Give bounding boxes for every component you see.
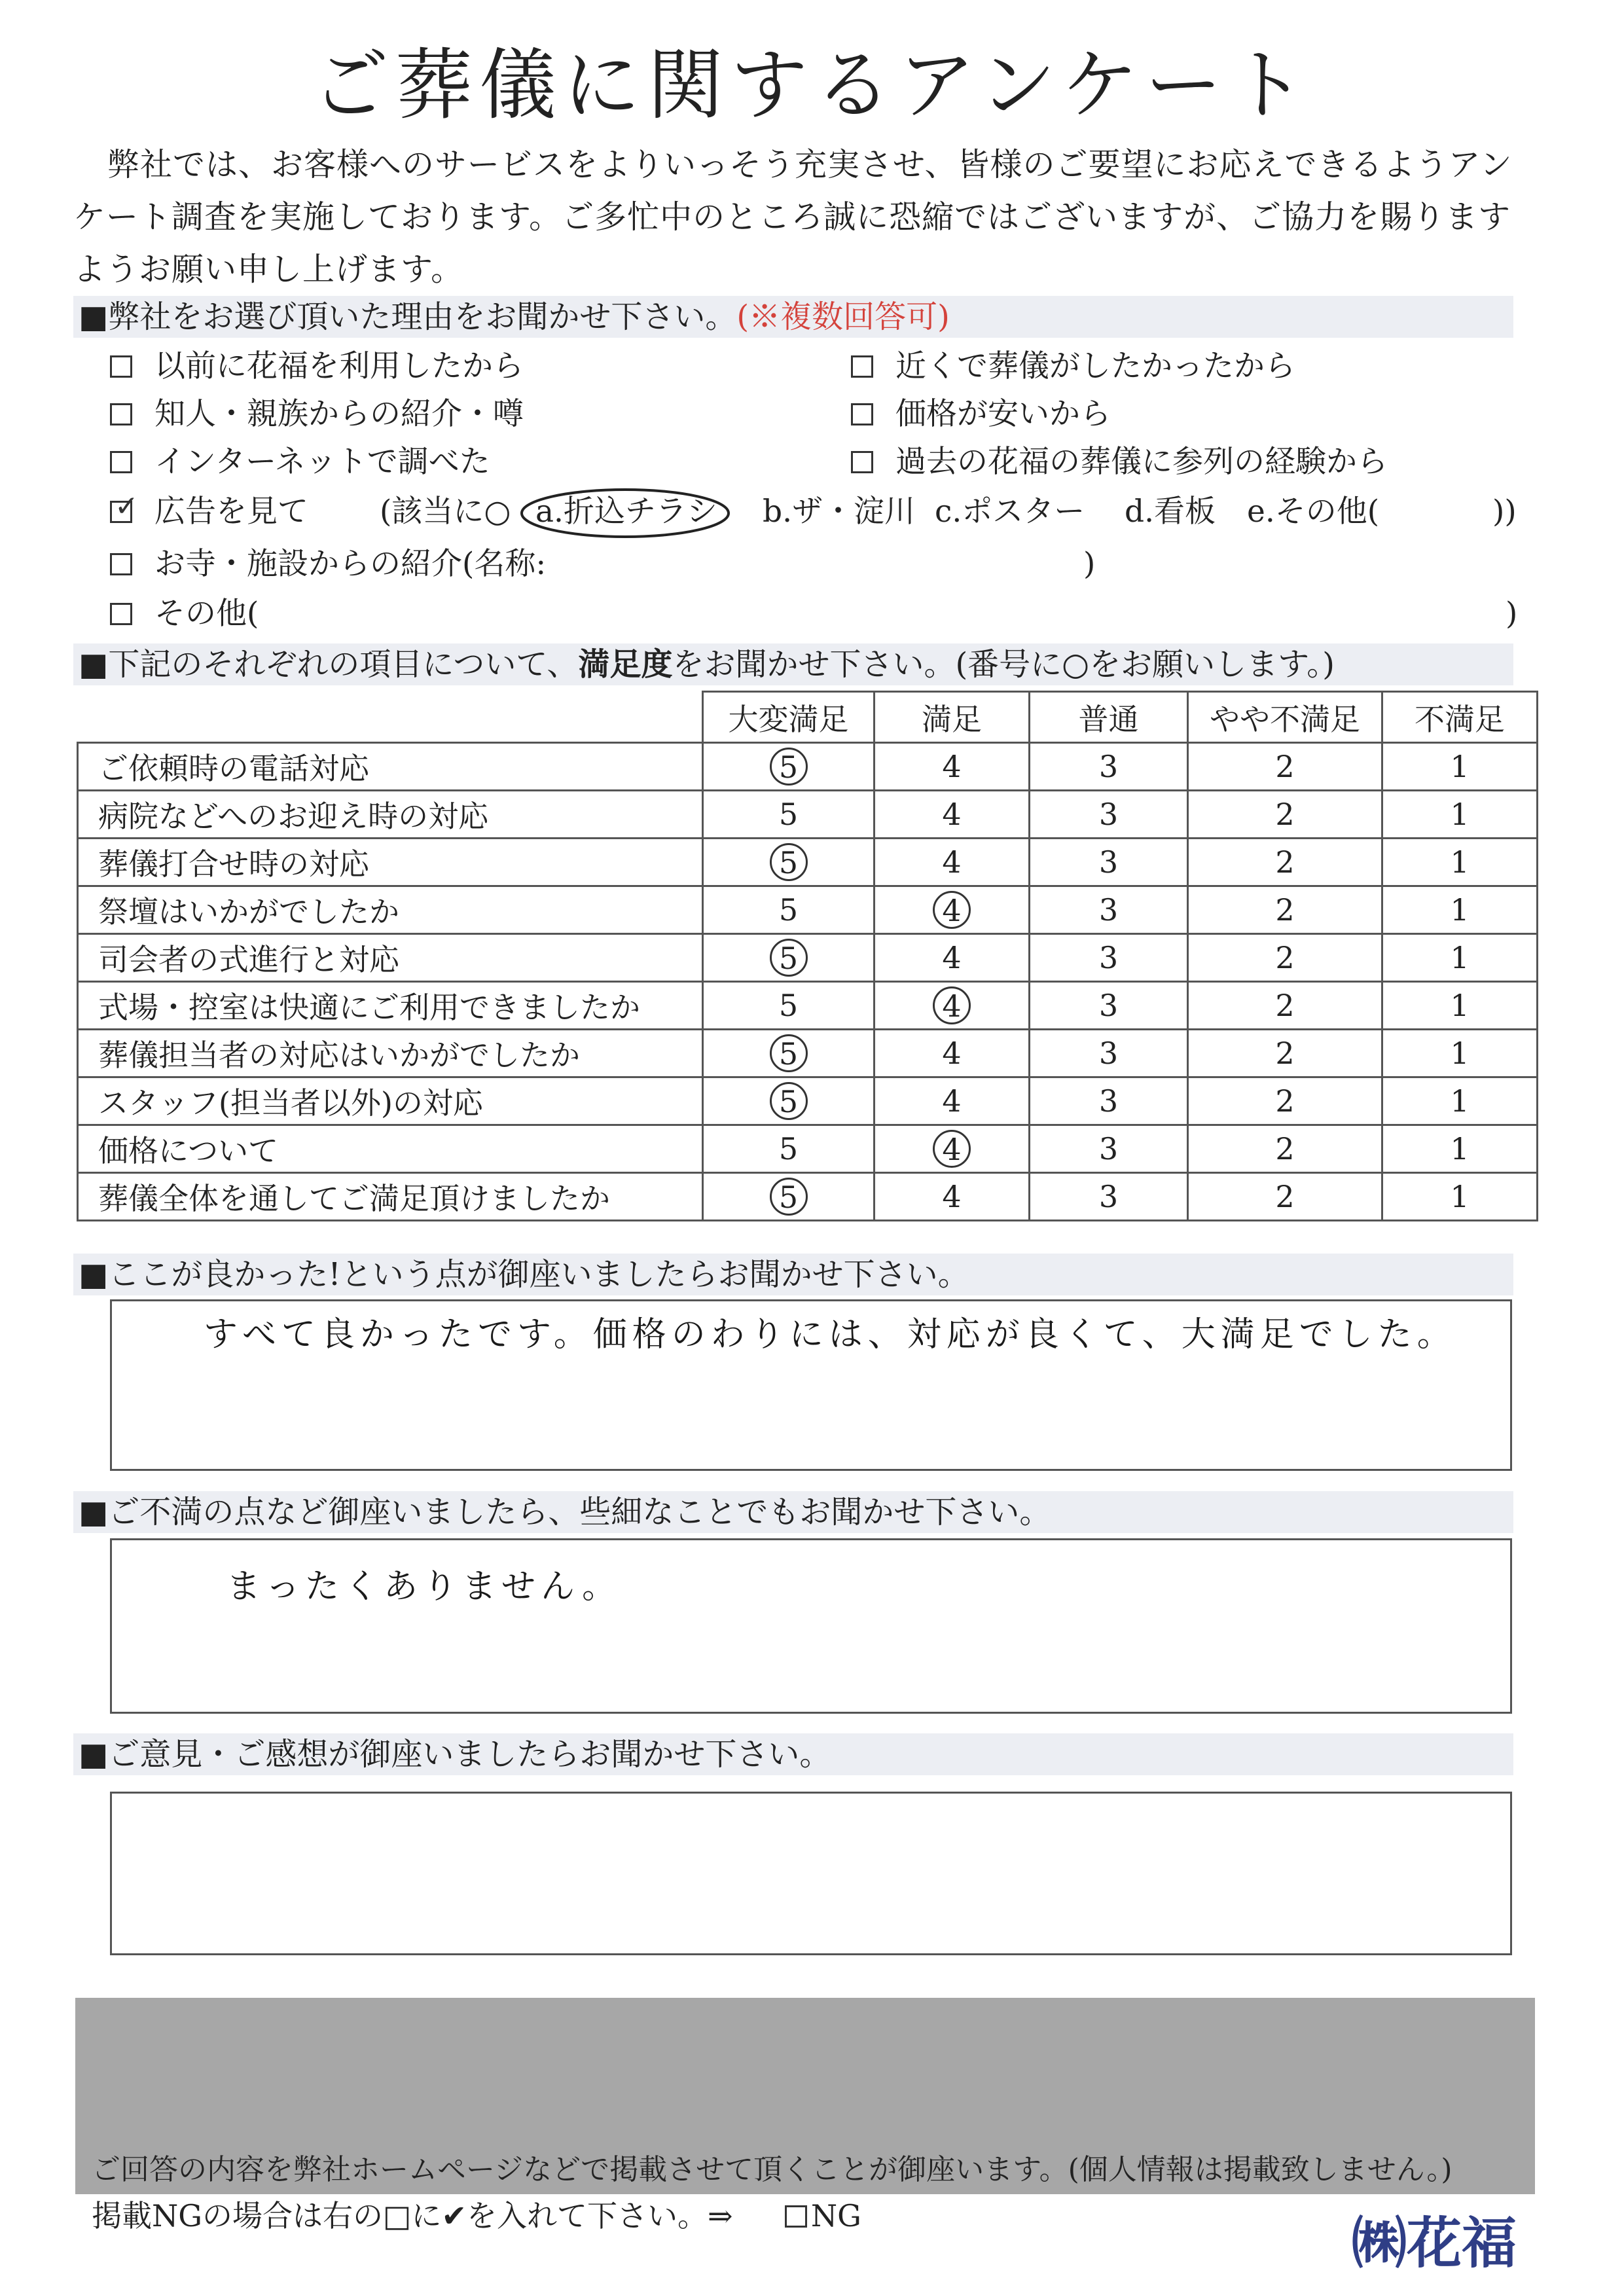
intro-line-1: 弊社では、お客様へのサービスをよりいっそう充実させ、皆様のご要望にお応えできるようアン: [107, 146, 1513, 183]
checkbox[interactable]: [851, 355, 873, 378]
rating-value[interactable]: 1: [1450, 988, 1470, 1023]
table-row: [78, 982, 1538, 1030]
checkbox[interactable]: [110, 553, 132, 575]
rating-value[interactable]: 4: [942, 844, 962, 880]
complaints-textarea[interactable]: [110, 1538, 1512, 1714]
rating-value[interactable]: 4: [942, 749, 962, 784]
rating-value[interactable]: 2: [1275, 1036, 1295, 1071]
ad-label: 広告を見て: [154, 494, 308, 530]
rating-value[interactable]: 3: [1098, 988, 1119, 1023]
reason-option-temple[interactable]: お寺・施設からの紹介(名称:: [110, 545, 546, 584]
rating-value[interactable]: 1: [1450, 1036, 1470, 1071]
rating-value[interactable]: 4: [942, 797, 962, 832]
table-row: [78, 934, 1538, 982]
rating-value[interactable]: 4: [942, 1083, 962, 1119]
section-complaints-title: ■ご不満の点など御座いましたら、些細なことでもお聞かせ下さい。: [79, 1494, 1051, 1530]
section-satisfaction-title-post: をお聞かせ下さい。(番号に○をお願いします。): [672, 646, 1335, 683]
row-label: 葬儀全体を通してご満足頂けましたか: [78, 1173, 703, 1221]
row-label: 式場・控室は快適にご利用できましたか: [78, 982, 703, 1030]
rating-value[interactable]: 1: [1450, 1083, 1470, 1119]
row-label: 祭壇はいかがでしたか: [78, 886, 703, 934]
row-label: 病院などへのお迎え時の対応: [78, 791, 703, 839]
row-label: 葬儀担当者の対応はいかがでしたか: [78, 1030, 703, 1077]
table-row: [78, 1125, 1538, 1173]
checkbox-checked[interactable]: [110, 490, 139, 523]
intro-text: [73, 139, 1553, 296]
rating-value[interactable]: 1: [1450, 797, 1470, 832]
reason-option-2[interactable]: 知人・親族からの紹介・噂: [110, 395, 524, 434]
checkbox[interactable]: [851, 403, 873, 425]
rating-value[interactable]: 5: [778, 797, 799, 832]
rating-value[interactable]: 3: [1098, 844, 1119, 880]
column-header: 不満足: [1382, 692, 1538, 743]
rating-value[interactable]: 3: [1098, 940, 1119, 975]
reason-option-1[interactable]: 以前に花福を利用したから: [110, 347, 524, 386]
rating-value-circled[interactable]: 5: [770, 939, 808, 977]
section-reasons-header: [73, 296, 1513, 338]
rating-value[interactable]: 2: [1275, 940, 1295, 975]
checkbox[interactable]: [110, 355, 132, 378]
column-header: 満足: [875, 692, 1030, 743]
satisfaction-table: [77, 691, 1538, 1221]
rating-value[interactable]: 5: [778, 988, 799, 1023]
rating-value[interactable]: 5: [778, 892, 799, 928]
rating-value[interactable]: 1: [1450, 844, 1470, 880]
column-header: やや不満足: [1188, 692, 1382, 743]
good-points-answer: すべて良かったです。価格のわりには、対応が良くて、大満足でした。: [204, 1315, 1456, 1354]
ad-close: )): [1492, 494, 1517, 530]
table-row: [78, 1077, 1538, 1125]
row-label: ご依頼時の電話対応: [78, 743, 703, 791]
rating-value[interactable]: 3: [1098, 749, 1119, 784]
checkbox[interactable]: [851, 451, 873, 473]
table-header-row: [78, 692, 1538, 743]
section-reasons-note: (※複数回答可): [736, 298, 950, 335]
rating-value[interactable]: 3: [1098, 892, 1119, 928]
rating-value-circled[interactable]: 5: [770, 1082, 808, 1120]
footer-note: ご回答の内容を弊社ホームページなどで掲載させて頂くことが御座います。(個人情報は掲載致しません。): [92, 2153, 1453, 2186]
table-row: [78, 886, 1538, 934]
checkbox[interactable]: [110, 451, 132, 473]
rating-value[interactable]: 1: [1450, 749, 1470, 784]
table-row: [78, 1030, 1538, 1077]
rating-value[interactable]: 2: [1275, 1083, 1295, 1119]
reason-option-4[interactable]: 近くで葬儀がしたかったから: [851, 347, 1295, 386]
rating-value[interactable]: 2: [1275, 1179, 1295, 1214]
rating-value-circled[interactable]: 5: [770, 843, 808, 881]
column-header: 大変満足: [703, 692, 875, 743]
reason-option-other[interactable]: その他(: [110, 594, 259, 634]
other-close: ): [1506, 596, 1518, 632]
row-label: 価格について: [78, 1125, 703, 1173]
hand-circle-mark: [517, 486, 733, 541]
rating-value-circled[interactable]: 5: [770, 748, 808, 786]
table-row: [78, 839, 1538, 886]
ng-label: NG: [810, 2198, 861, 2233]
rating-value-circled[interactable]: 4: [933, 1130, 971, 1168]
checkbox[interactable]: [110, 403, 132, 425]
column-header: 普通: [1030, 692, 1188, 743]
rating-value-circled[interactable]: 4: [933, 986, 971, 1024]
table-row: [78, 791, 1538, 839]
rating-value[interactable]: 4: [942, 1179, 962, 1214]
rating-value[interactable]: 3: [1098, 1083, 1119, 1119]
reason-option-3[interactable]: インターネットで調べた: [110, 443, 490, 482]
rating-value[interactable]: 2: [1275, 749, 1295, 784]
rating-value[interactable]: 2: [1275, 1131, 1295, 1166]
rating-value[interactable]: 3: [1098, 1036, 1119, 1071]
table-row: [78, 743, 1538, 791]
section-opinions-header: [73, 1733, 1513, 1775]
rating-value[interactable]: 2: [1275, 988, 1295, 1023]
rating-value[interactable]: 1: [1450, 940, 1470, 975]
rating-value[interactable]: 2: [1275, 844, 1295, 880]
complaints-answer: まったくありません。: [226, 1567, 622, 1606]
rating-value-circled[interactable]: 5: [770, 1034, 808, 1072]
row-label: スタッフ(担当者以外)の対応: [78, 1077, 703, 1125]
reason-option-6[interactable]: 過去の花福の葬儀に参列の経験から: [851, 443, 1388, 482]
footer-ng-line: 掲載NGの場合は右の□に✔を入れて下さい。⇒ NG: [92, 2198, 861, 2233]
rating-value[interactable]: 3: [1098, 797, 1119, 832]
ad-prefix: (該当に○: [380, 494, 511, 530]
rating-value-circled[interactable]: 5: [770, 1178, 808, 1216]
section-satisfaction-header: [73, 643, 1513, 685]
ad-option-e[interactable]: e.その他(: [1247, 494, 1380, 530]
section-complaints-header: [73, 1491, 1513, 1533]
ad-option-b[interactable]: b.ザ・淀川: [763, 494, 916, 530]
rating-value-circled[interactable]: 4: [933, 891, 971, 929]
section-satisfaction-title-bold: 満足度: [578, 646, 673, 683]
page-title: ご葬儀に関するアンケート: [312, 40, 1312, 130]
good-points-textarea[interactable]: [110, 1299, 1512, 1471]
check-mark-icon: ✔: [441, 2198, 467, 2233]
rating-value[interactable]: 1: [1450, 1131, 1470, 1166]
reason-option-ad[interactable]: [110, 492, 308, 532]
company-logo: ㈱花福: [1352, 2211, 1517, 2275]
rating-value[interactable]: 1: [1450, 1179, 1470, 1214]
section-opinions-title: ■ご意見・ご感想が御座いましたらお聞かせ下さい。: [79, 1736, 831, 1773]
check-mark-icon: ✓: [115, 490, 139, 523]
row-label: 司会者の式進行と対応: [78, 934, 703, 982]
table-row: [78, 1173, 1538, 1221]
temple-close: ): [1083, 546, 1096, 582]
rating-value[interactable]: 3: [1098, 1179, 1119, 1214]
section-good-points-header: [73, 1254, 1513, 1295]
ng-checkbox[interactable]: [785, 2205, 807, 2228]
intro-line-3: ようお願い申し上げます。: [73, 251, 464, 288]
checkbox[interactable]: [110, 603, 132, 625]
opinions-textarea[interactable]: [110, 1792, 1512, 1955]
rating-value[interactable]: 4: [942, 940, 962, 975]
intro-line-2: ケート調査を実施しております。ご多忙中のところ誠に恐縮ではございますが、ご協力を賜ります: [73, 198, 1511, 236]
rating-value[interactable]: 4: [942, 1036, 962, 1071]
section-satisfaction-title-pre: ■下記のそれぞれの項目について、: [79, 646, 579, 683]
section-reasons-title: ■弊社をお選び頂いた理由をお聞かせ下さい。: [79, 298, 737, 335]
reason-option-5[interactable]: 価格が安いから: [851, 395, 1111, 434]
rating-value[interactable]: 2: [1275, 892, 1295, 928]
rating-value[interactable]: 5: [778, 1131, 799, 1166]
rating-value[interactable]: 2: [1275, 797, 1295, 832]
section-good-points-title: ■ここが良かった!という点が御座いましたらお聞かせ下さい。: [79, 1256, 969, 1293]
rating-value[interactable]: 1: [1450, 892, 1470, 928]
row-label: 葬儀打合せ時の対応: [78, 839, 703, 886]
rating-value[interactable]: 3: [1098, 1131, 1119, 1166]
ad-option-a[interactable]: a.折込チラシ: [535, 494, 717, 530]
ad-option-d[interactable]: d.看板: [1125, 494, 1216, 530]
ad-option-c[interactable]: c.ポスター: [935, 494, 1085, 530]
